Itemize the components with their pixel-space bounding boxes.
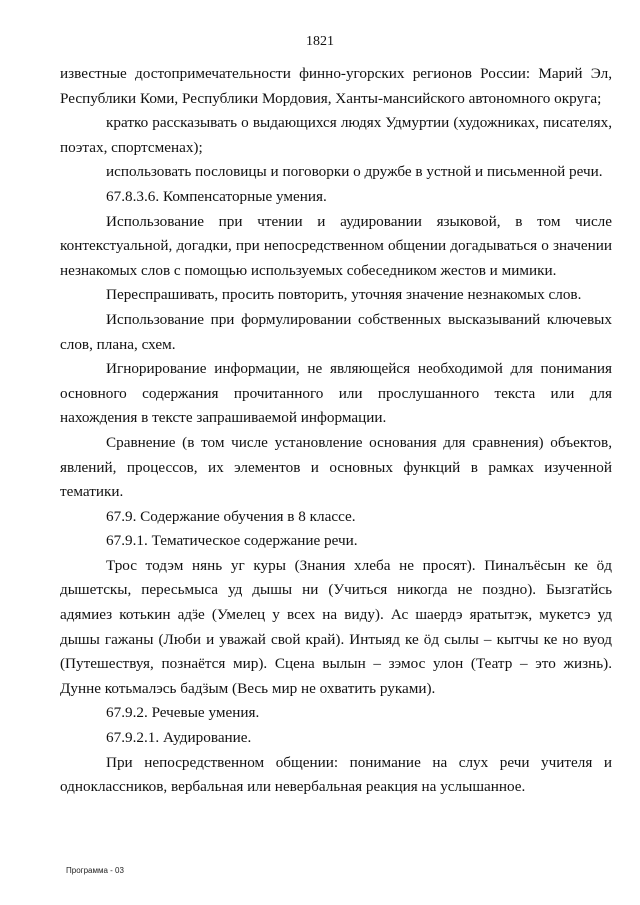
section-heading-67-9-2-1: 67.9.2.1. Аудирование.	[106, 729, 252, 747]
paragraph-7: Использование при формулировании собственных высказываний ключевых слов, плана, схем.	[60, 310, 612, 353]
footer-program-label: Программа - 03	[66, 866, 124, 875]
page-number: 1821	[306, 34, 334, 49]
paragraph-2: кратко рассказывать о выдающихся людях Удмуртии (художниках, писателях, поэтах, спортсменах);	[60, 114, 612, 156]
paragraph-6: Переспрашивать, просить повторить, уточняя значение незнакомых слов.	[106, 286, 582, 304]
section-heading-67-9-2: 67.9.2. Речевые умения.	[106, 704, 260, 722]
body-text	[60, 62, 612, 800]
section-heading-67-9: 67.9. Содержание обучения в 8 классе.	[106, 507, 356, 525]
paragraph-9: Сравнение (в том числе установление основания для сравнения) объектов, явлений, процессов, их элементов и основных функций в рамках изученной тематики.	[60, 433, 612, 501]
paragraph-3: использовать пословицы и поговорки о дружбе в устной и письменной речи.	[106, 163, 603, 181]
section-heading-67-9-1: 67.9.1. Тематическое содержание речи.	[106, 532, 358, 550]
paragraph-1: известные достопримечательности финно-угорских регионов России: Марий Эл, Республики Коми, Республики Мордовия, Ханты-мансийского автономного округа;	[60, 65, 612, 107]
proverbs-paragraph: Трос тодэм нянь уг куры (Знания хлеба не просят). Пиналъёсын ке ӧд дышетскы, пересьмыса уд дышы ни (Учиться никогда не поздно). Бызгатйсь адямиез котькин адӟе (Умелец у всех на виду). Ас шаердэ яратытэк, мукетсэ уд дышы гажаны (Люби и уважай свой край). Интыяд ке ӧд сылы – кытчы ке но вуод (Путешествуя, познаётся мир). Сцена вылын – зэмос улон (Театр – это жизнь). Дунне котьмалэсь бадӟым (Весь мир не охватить руками).	[60, 556, 612, 697]
paragraph-8: Игнорирование информации, не являющейся необходимой для понимания основного содержания прочитанного или прослушанного текста или для нахождения в тексте запрашиваемой информации.	[60, 360, 612, 427]
paragraph-5: Использование при чтении и аудировании языковой, в том числе контекстуальной, догадки, при непосредственном общении догадываться о значении незнакомых слов с помощью используемых собеседником жестов и мимики.	[60, 212, 612, 279]
paragraph-15: При непосредственном общении: понимание на слух речи учителя и одноклассников, вербальная или невербальная реакция на услышанное.	[60, 753, 612, 796]
section-heading-67-8-3-6: 67.8.3.6. Компенсаторные умения.	[106, 187, 327, 205]
